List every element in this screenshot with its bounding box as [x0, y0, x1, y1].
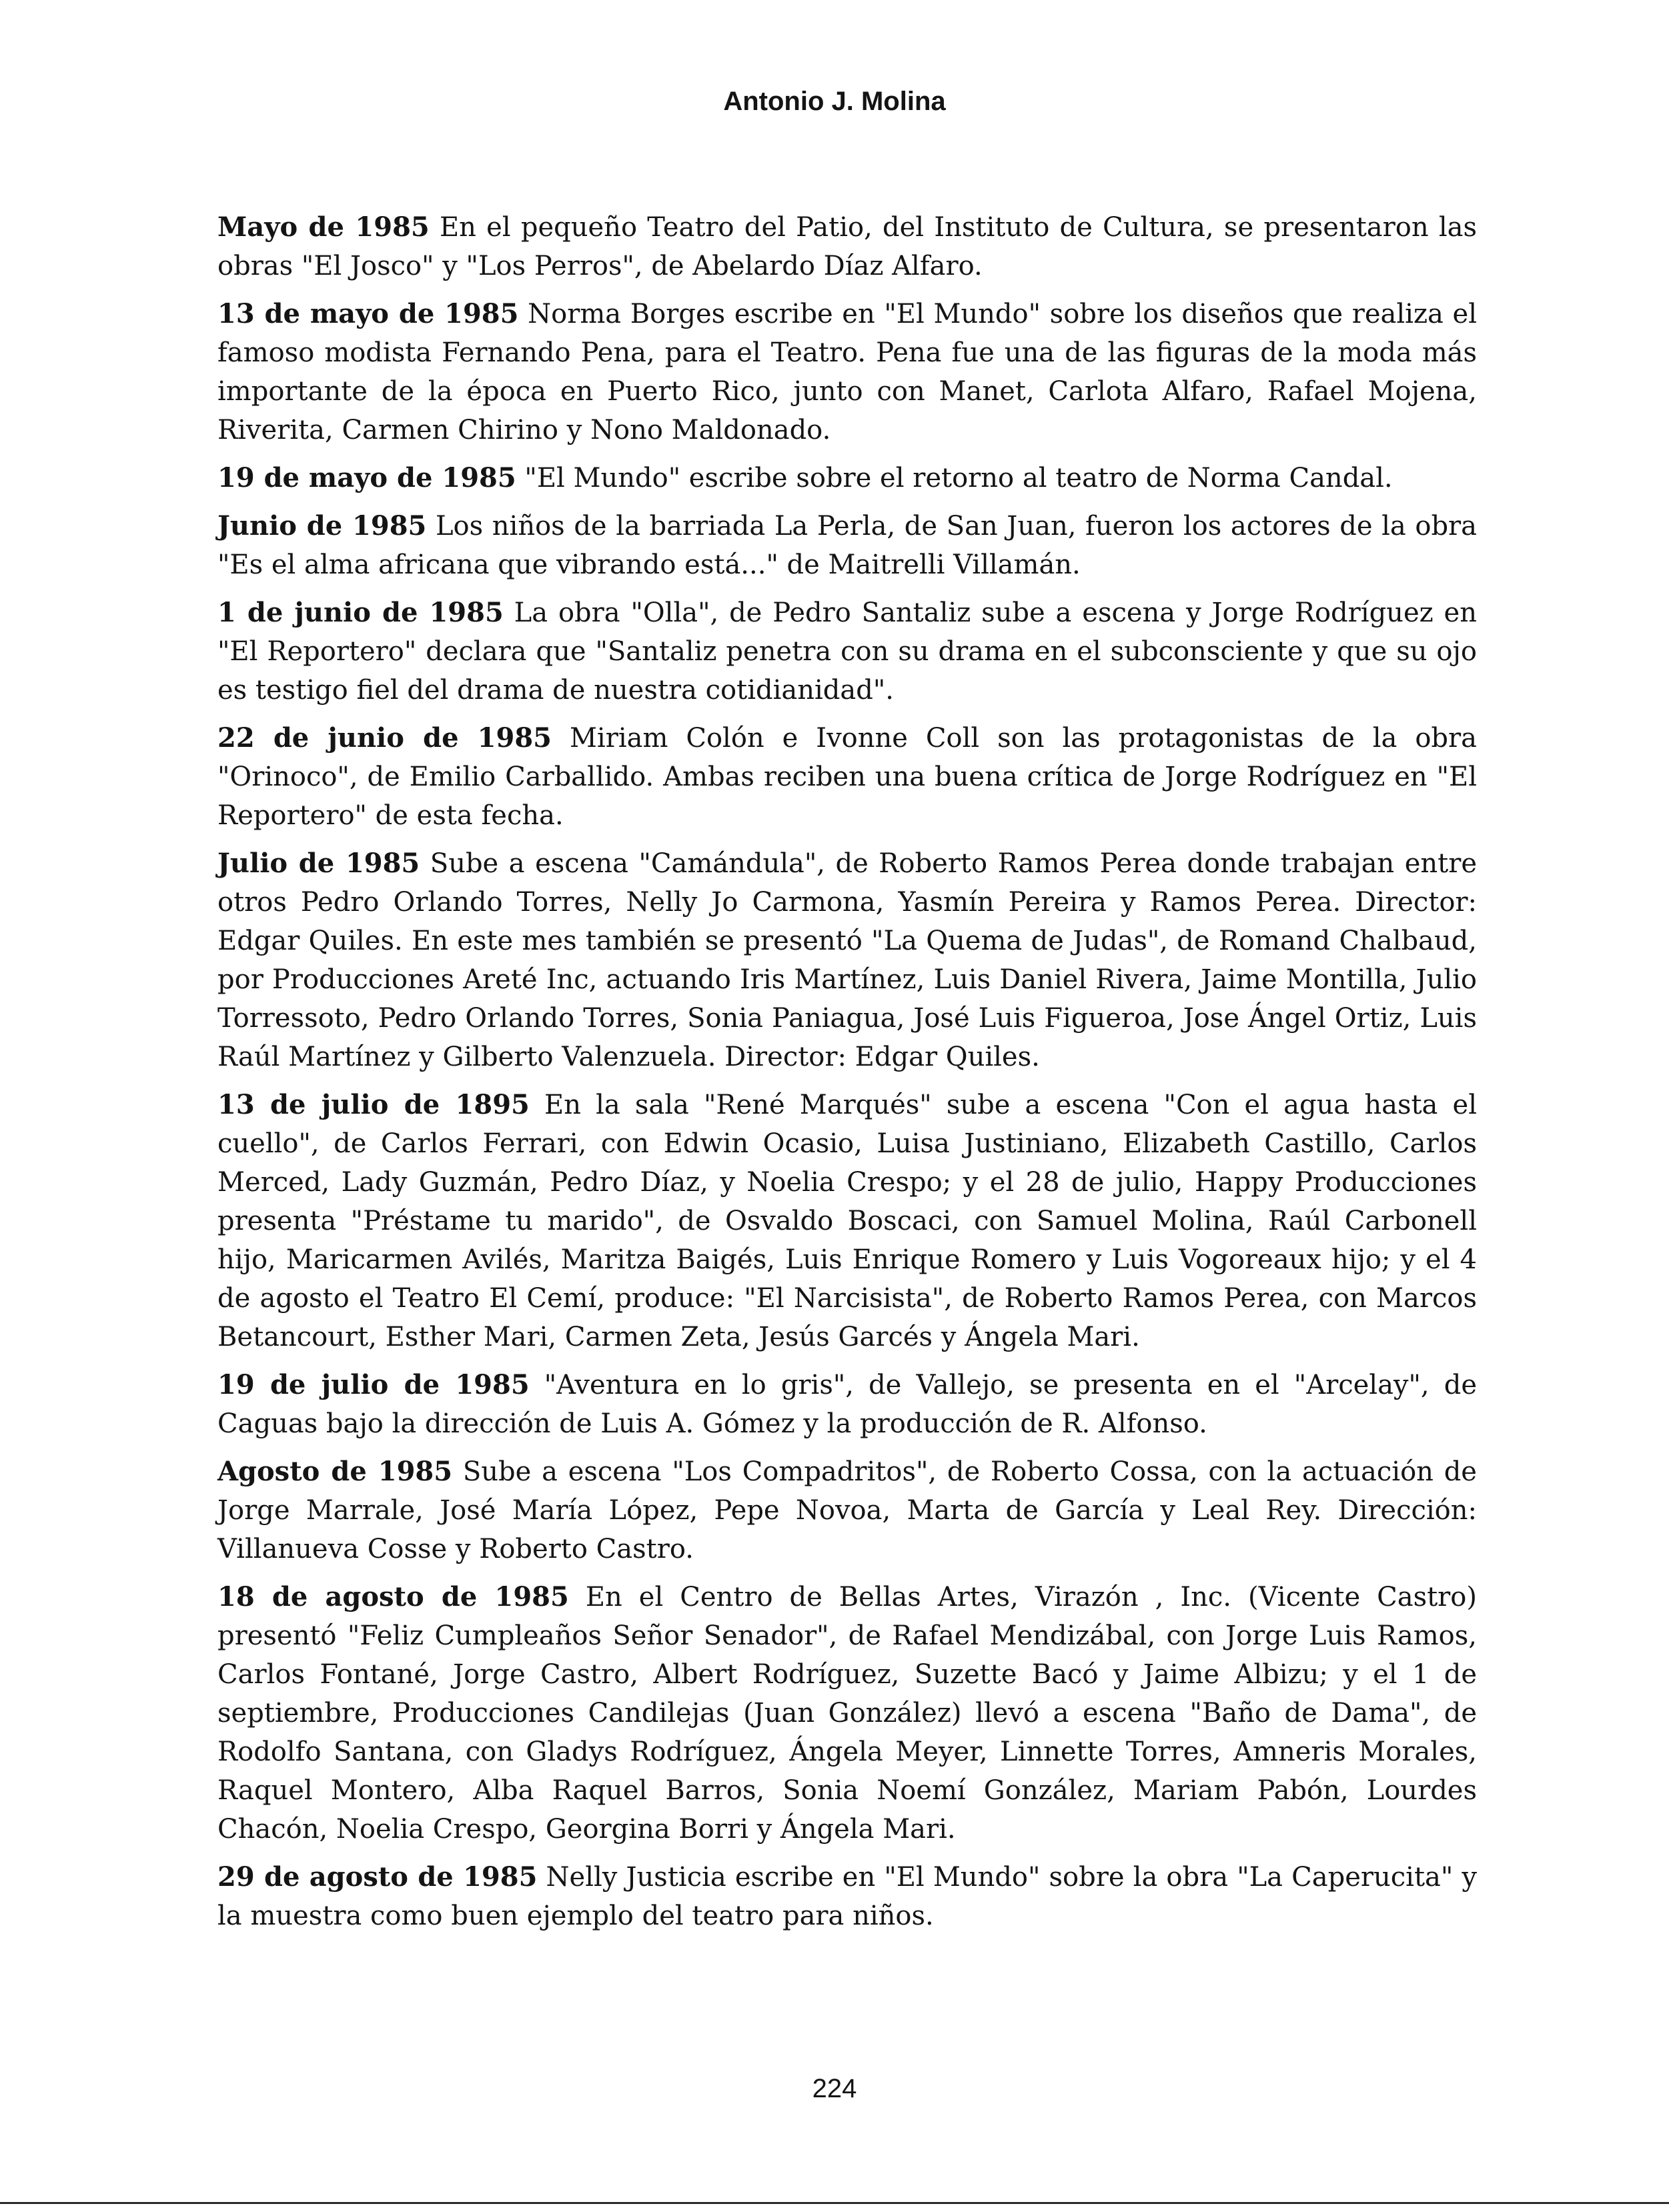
entry-text: La obra "Olla", de Pedro Santaliz sube a escena y Jorge Rodríguez en "El Reportero" declara que "Santaliz penetra con su drama en el subconsciente y que su ojo es testigo fiel del drama de nuestra cotidianidad". — [217, 598, 1477, 706]
entry-text: "El Mundo" escribe sobre el retorno al teatro de Norma Candal. — [516, 463, 1393, 493]
entry-13-mayo-1985 — [217, 295, 1477, 449]
entry-22-junio-1985 — [217, 719, 1477, 835]
entry-mayo-1985 — [217, 208, 1477, 285]
entry-date: Junio de 1985 — [217, 510, 427, 541]
entry-date: 19 de mayo de 1985 — [217, 462, 516, 493]
entry-date: 1 de junio de 1985 — [217, 597, 504, 628]
entry-date: Mayo de 1985 — [217, 211, 430, 243]
entry-date: Julio de 1985 — [217, 848, 420, 879]
entry-text: En el Centro de Bellas Artes, Virazón , Inc. (Vicente Castro) presentó "Feliz Cumpleaños Señor Senador", de Rafael Mendizábal, con Jorge Luis Ramos, Carlos Fontané, Jorge Castro, Albert Rodríguez, Suzette Bacó y Jaime Albizu; y el 1 de septiembre, Producciones Candilejas (Juan González) llevó a escena "Baño de Dama", de Rodolfo Santana, con Gladys Rodríguez, Ángela Meyer, Linnette Torres, Amneris Morales, Raquel Montero, Alba Raquel Barros, Sonia Noemí González, Mariam Pabón, Lourdes Chacón, Noelia Crespo, Georgina Borri y Ángela Mari. — [217, 1582, 1477, 1845]
entry-date: 18 de agosto de 1985 — [217, 1581, 569, 1612]
entry-julio-1985 — [217, 844, 1477, 1076]
entry-1-junio-1985 — [217, 594, 1477, 710]
entry-text: Norma Borges escribe en "El Mundo" sobre los diseños que realiza el famoso modista Fernando Pena, para el Teatro. Pena fue una de las figuras de la moda más importante de la época en Puerto Rico, junto con Manet, Carlota Alfaro, Rafael Mojena, Riverita, Carmen Chirino y Nono Maldonado. — [217, 299, 1477, 445]
entry-29-agosto-1985 — [217, 1858, 1477, 1935]
entry-text: "Aventura en lo gris", de Vallejo, se presenta en el "Arcelay", de Caguas bajo la dirección de Luis A. Gómez y la producción de R. Alfonso. — [217, 1370, 1477, 1439]
entry-13-julio-1895 — [217, 1086, 1477, 1356]
entry-date: Agosto de 1985 — [217, 1456, 453, 1487]
entry-date: 13 de julio de 1895 — [217, 1089, 530, 1120]
entry-19-julio-1985 — [217, 1366, 1477, 1443]
entry-text: Los niños de la barriada La Perla, de San Juan, fueron los actores de la obra "Es el alma africana que vibrando está..." de Maitrelli Villamán. — [217, 511, 1478, 580]
entry-text: En el pequeño Teatro del Patio, del Instituto de Cultura, se presentaron las obras "El Josco" y "Los Perros", de Abelardo Díaz Alfaro. — [217, 212, 1477, 281]
entry-text: Sube a escena "Los Compadritos", de Roberto Cossa, con la actuación de Jorge Marrale, José María López, Pepe Novoa, Marta de García y Leal Rey. Dirección: Villanueva Cosse y Roberto Castro. — [217, 1456, 1477, 1564]
entry-junio-1985 — [217, 507, 1477, 584]
entry-agosto-1985 — [217, 1452, 1477, 1568]
entry-date: 22 de junio de 1985 — [217, 722, 552, 754]
entry-text: Miriam Colón e Ivonne Coll son las protagonistas de la obra "Orinoco", de Emilio Carballido. Ambas reciben una buena crítica de Jorge Rodríguez en "El Reportero" de esta fecha. — [217, 723, 1477, 831]
entry-18-agosto-1985 — [217, 1578, 1477, 1849]
chronology-body — [217, 208, 1477, 1945]
entry-date: 19 de julio de 1985 — [217, 1369, 530, 1400]
entry-19-mayo-1985 — [217, 459, 1477, 497]
bottom-divider — [0, 2202, 1669, 2204]
entry-date: 29 de agosto de 1985 — [217, 1861, 538, 1893]
entry-text: Sube a escena "Camándula", de Roberto Ramos Perea donde trabajan entre otros Pedro Orlando Torres, Nelly Jo Carmona, Yasmín Pereira y Ramos Perea. Director: Edgar Quiles. En este mes también se presentó "La Quema de Judas", de Romand Chalbaud, por Producciones Areté Inc, actuando Iris Martínez, Luis Daniel Rivera, Jaime Montilla, Julio Torressoto, Pedro Orlando Torres, Sonia Paniagua, José Luis Figueroa, Jose Ángel Ortiz, Luis Raúl Martínez y Gilberto Valenzuela. Director: Edgar Quiles. — [217, 848, 1477, 1072]
entry-date: 13 de mayo de 1985 — [217, 298, 519, 329]
page-number: 224 — [812, 2074, 857, 2103]
running-header-author: Antonio J. Molina — [723, 87, 946, 116]
entry-text: En la sala "René Marqués" sube a escena "Con el agua hasta el cuello", de Carlos Ferrari, con Edwin Ocasio, Luisa Justiniano, Elizabeth Castillo, Carlos Merced, Lady Guzmán, Pedro Díaz, y Noelia Crespo; y el 28 de julio, Happy Producciones presenta "Préstame tu marido", de Osvaldo Boscaci, con Samuel Molina, Raúl Carbonell hijo, Maricarmen Avilés, Maritza Baigés, Luis Enrique Romero y Luis Vogoreaux hijo; y el 4 de agosto el Teatro El Cemí, produce: "El Narcisista", de Roberto Ramos Perea, con Marcos Betancourt, Esther Mari, Carmen Zeta, Jesús Garcés y Ángela Mari. — [217, 1090, 1477, 1352]
entry-text: Nelly Justicia escribe en "El Mundo" sobre la obra "La Caperucita" y la muestra como buen ejemplo del teatro para niños. — [217, 1862, 1477, 1931]
